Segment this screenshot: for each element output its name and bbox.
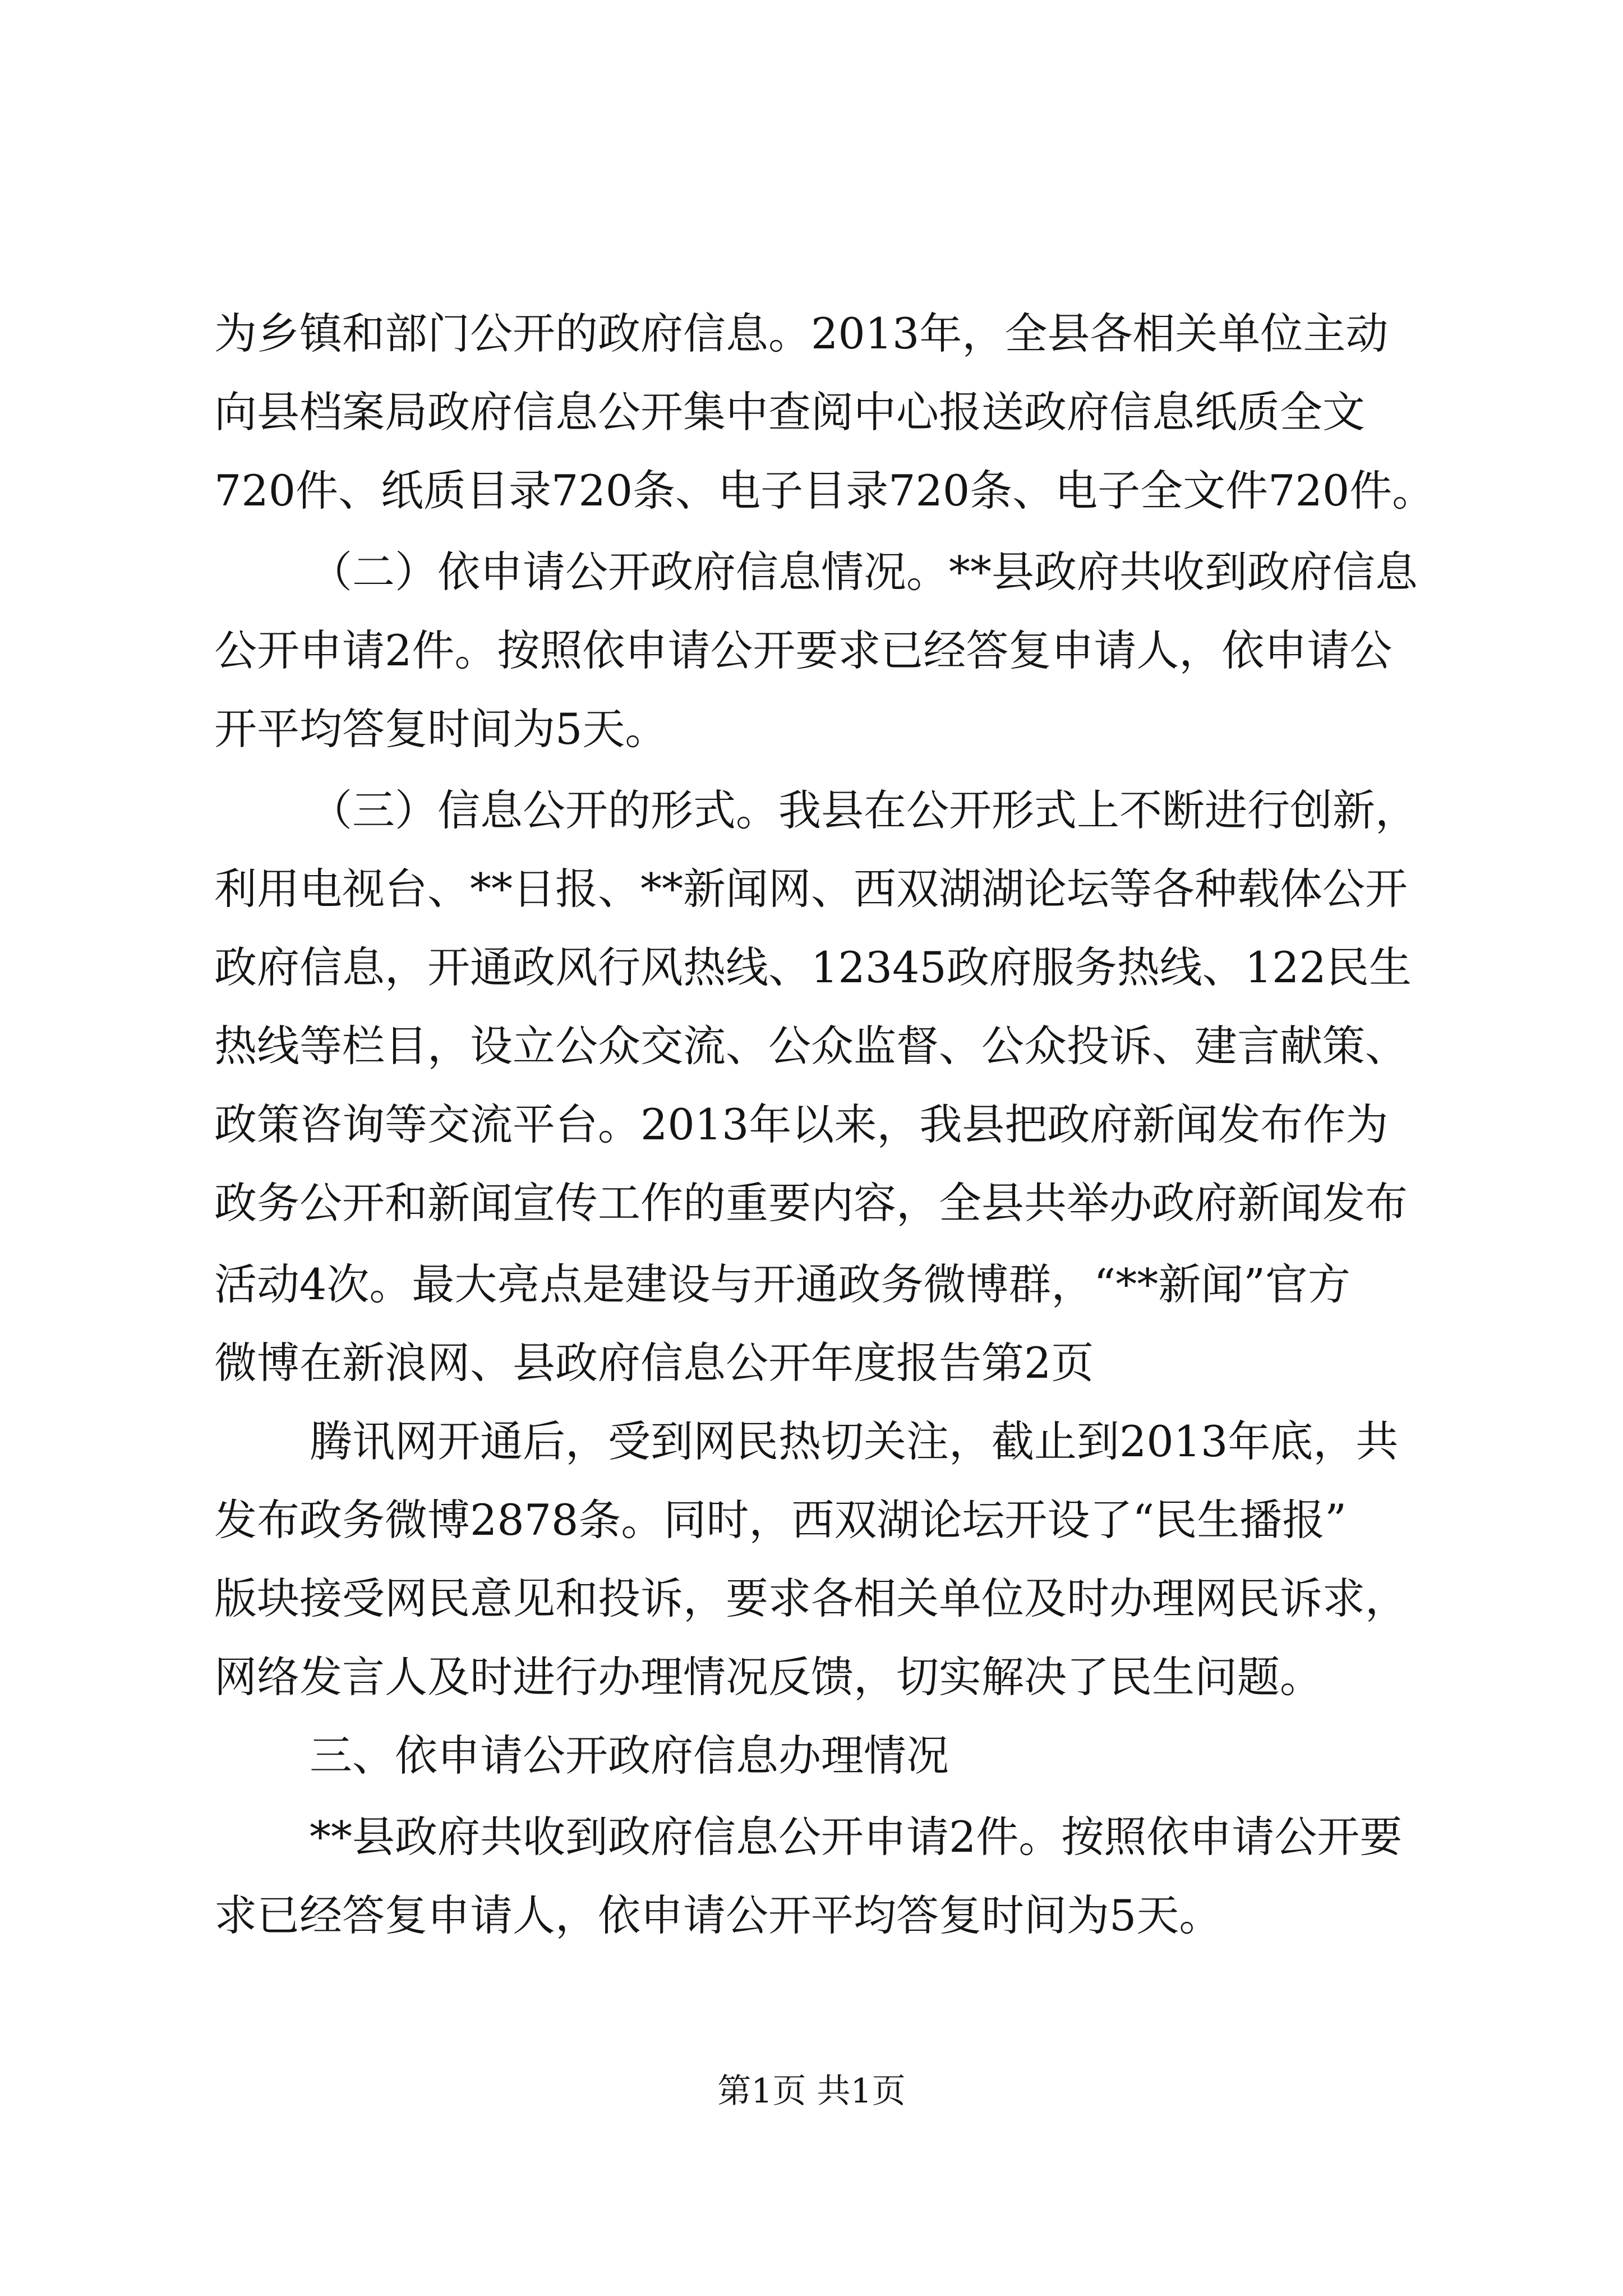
text-line: 版块接受网民意见和投诉，要求各相关单位及时办理网民诉求，	[214, 1573, 1408, 1623]
section-heading: 三、依申请公开政府信息办理情况	[310, 1731, 949, 1780]
text-line: 活动4次。最大亮点是建设与开通政务微博群，“**新闻”官方	[214, 1259, 1351, 1309]
text-line: 政务公开和新闻宣传工作的重要内容，全县共举办政府新闻发布	[214, 1178, 1408, 1228]
text-line: （二）依申请公开政府信息情况。**县政府共收到政府信息	[310, 547, 1418, 597]
text-line: 公开申请2件。按照依申请公开要求已经答复申请人，依申请公	[214, 625, 1393, 675]
text-line: 微博在新浪网、县政府信息公开年度报告第2页	[214, 1338, 1094, 1388]
text-line: 720件、纸质目录720条、电子目录720条、电子全文件720件。	[214, 466, 1435, 516]
text-line: 开平均答复时间为5天。	[214, 704, 668, 754]
text-line: 政府信息，开通政风行风热线、12345政府服务热线、122民生	[214, 942, 1412, 992]
page-number-footer: 第1页 共1页	[717, 2072, 906, 2111]
text-line: 网络发言人及时进行办理情况反馈，切实解决了民生问题。	[214, 1652, 1322, 1702]
text-line: 腾讯网开通后，受到网民热切关注，截止到2013年底，共	[310, 1416, 1399, 1466]
text-line: 求已经答复申请人，依申请公开平均答复时间为5天。	[214, 1890, 1222, 1940]
text-line: 为乡镇和部门公开的政府信息。2013年，全县各相关单位主动	[214, 309, 1389, 358]
text-line: 利用电视台、**日报、**新闻网、西双湖湖论坛等各种载体公开	[214, 864, 1408, 914]
text-line: 政策咨询等交流平台。2013年以来，我县把政府新闻发布作为	[214, 1099, 1389, 1149]
text-line: （三）信息公开的形式。我县在公开形式上不断进行创新，	[310, 785, 1418, 835]
text-line: 热线等栏目，设立公众交流、公众监督、公众投诉、建言献策、	[214, 1021, 1408, 1071]
text-line: 发布政务微博2878条。同时，西双湖论坛开设了“民生播报”	[214, 1495, 1347, 1545]
text-line: **县政府共收到政府信息公开申请2件。按照依申请公开要	[310, 1812, 1403, 1862]
text-line: 向县档案局政府信息公开集中查阅中心报送政府信息纸质全文	[214, 387, 1365, 437]
